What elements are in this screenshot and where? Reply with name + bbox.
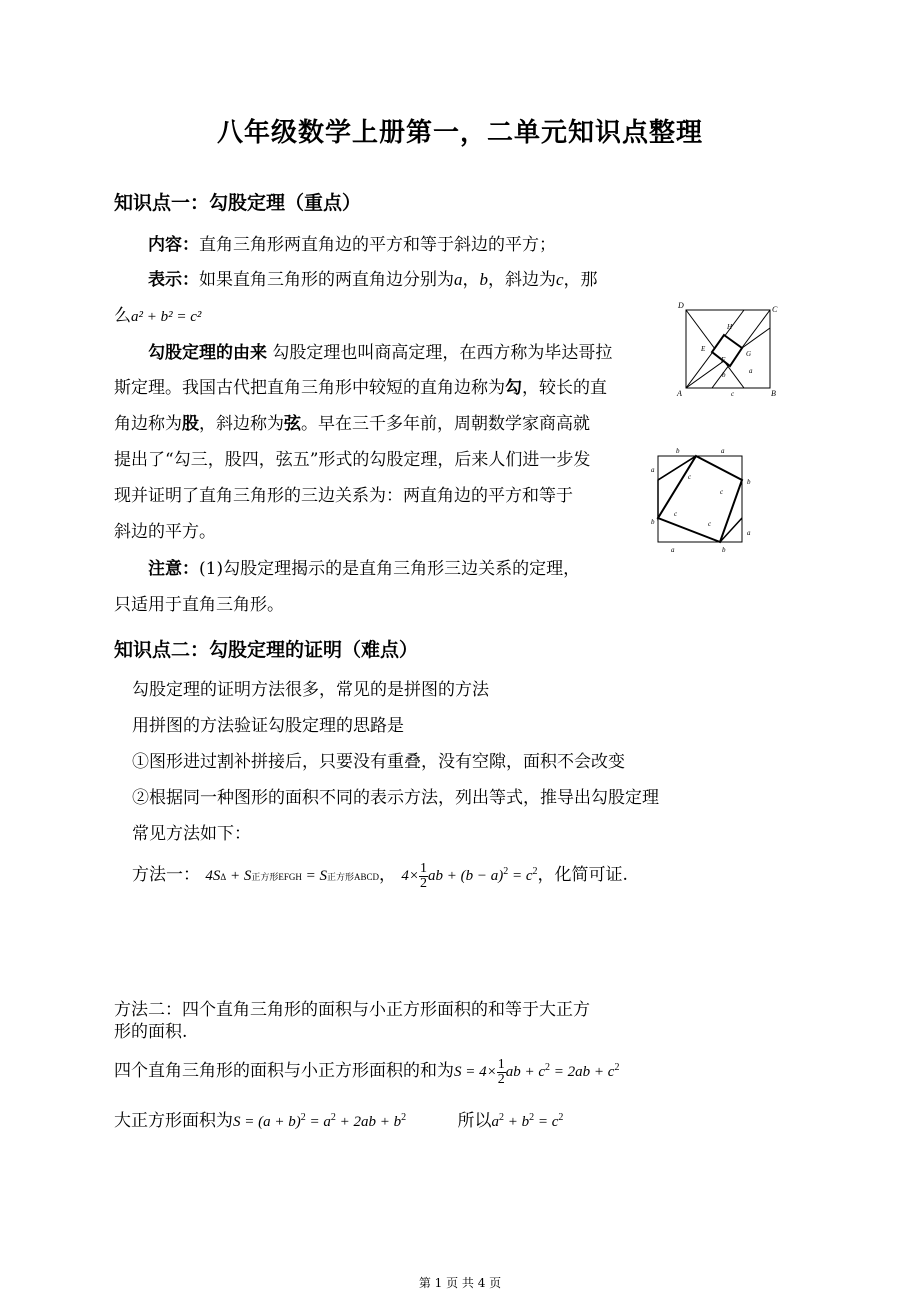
section2-heading: 知识点二：勾股定理的证明（难点）	[114, 639, 419, 661]
label-D: D	[678, 301, 684, 310]
method2-conclusion: $a^2 + b^2 = c^2$	[491, 1112, 564, 1130]
method2-equation-1: S = 4× $\frac{1}{2}$ ab + $c^2 = 2ab + c^2$	[454, 1057, 620, 1088]
origin-text-3b: ，斜边称为	[199, 414, 284, 434]
proof-line-4: ②根据同一种图形的面积不同的表示方法，列出等式，推导出勾股定理	[132, 788, 659, 808]
sub-big-square: 正方形ABCD	[326, 872, 379, 882]
origin-text-1: 勾股定理也叫商高定理，在西方称为毕达哥拉	[272, 343, 613, 363]
expr-text-4: 么	[114, 306, 131, 326]
label-c: c	[731, 390, 735, 398]
term-gou: 勾	[505, 378, 522, 398]
proof-line-2: 用拼图的方法验证勾股定理的思路是	[132, 716, 404, 736]
origin-text-2a: 斯定理。我国古代把直角三角形中较短的直角边称为	[114, 378, 505, 398]
label-H: H	[727, 323, 733, 331]
fig2-label-left-b: b	[651, 518, 655, 526]
origin-line-3	[114, 414, 590, 434]
origin-line-5: 现并证明了直角三角形的三边关系为：两直角边的平方和等于	[114, 486, 573, 506]
expr-line: 表示：如果直角三角形的两直角边分别为a，b，斜边为c，那	[148, 270, 598, 290]
content-label: 内容：	[148, 235, 199, 255]
method2-therefore: 所以	[457, 1111, 492, 1131]
label-b: b	[722, 371, 726, 379]
fig2-label-top-b: b	[676, 447, 680, 455]
origin-line-4: 提出了“勾三，股四，弦五”形式的勾股定理，后来人们进一步发	[114, 450, 591, 470]
note-line-1	[148, 559, 580, 579]
note-line-2: 只适用于直角三角形。	[114, 595, 284, 615]
figure-tilted-square	[646, 444, 758, 556]
label-C: C	[772, 305, 778, 314]
fig2-label-right-a: a	[747, 529, 751, 537]
var-b: b	[479, 270, 488, 289]
fig2-label-c2: c	[720, 488, 724, 496]
origin-text-3a: 角边称为	[114, 414, 182, 434]
sub-small-square: 正方形EFGH	[251, 872, 302, 882]
fig2-label-right-b: b	[747, 478, 751, 486]
method1-equation-2: 4× $\frac{1}{2}$ ab + $(b - a)^2 = c^2$	[401, 861, 538, 892]
label-a: a	[749, 367, 753, 375]
origin-label: 勾股定理的由来	[148, 343, 267, 363]
fig2-label-bottom-b: b	[722, 546, 726, 554]
fig2-label-c4: c	[708, 520, 712, 528]
proof-line-1: 勾股定理的证明方法很多，常见的是拼图的方法	[132, 680, 489, 700]
fig2-label-top-a: a	[721, 447, 725, 455]
term-gu: 股	[182, 414, 199, 434]
section1-heading: 知识点一：勾股定理（重点）	[114, 192, 362, 214]
label-G: G	[746, 350, 752, 358]
method1-tail: ，化简可证.	[537, 865, 628, 885]
method2-line-4	[114, 1108, 563, 1132]
method2-text-3: 四个直角三角形的面积与小正方形面积的和为	[114, 1061, 454, 1081]
expr-text-1: 如果直角三角形的两直角边分别为	[199, 270, 454, 290]
method2-equation-2: $S = (a + b)^2 = a^2 + 2ab + b^2$	[233, 1112, 407, 1130]
var-a: a	[454, 270, 463, 289]
pythagoras-formula: a² + b² = c²	[131, 309, 202, 325]
note-label: 注意：	[148, 559, 199, 579]
proof-line-3: ①图形进过割补拼接后，只要没有重叠，没有空隙，面积不会改变	[132, 752, 625, 772]
var-c: c	[556, 270, 564, 289]
method1-equation-1: 4SΔ + S正方形EFGH = S正方形ABCD	[205, 868, 379, 884]
origin-text-2b: ，较长的直	[522, 378, 607, 398]
origin-line-6: 斜边的平方。	[114, 522, 216, 542]
figure-square-abcd	[674, 298, 784, 400]
fig2-label-left-a: a	[651, 466, 655, 474]
proof-line-5: 常见方法如下：	[132, 824, 251, 844]
expr-label: 表示：	[148, 270, 199, 290]
formula-line	[114, 306, 201, 327]
label-B: B	[771, 389, 776, 398]
note-text-1: (1)勾股定理揭示的是直角三角形三边关系的定理，	[199, 559, 581, 579]
fig2-label-c1: c	[688, 473, 692, 481]
expr-text-3: ，那	[563, 270, 598, 290]
origin-line-2	[114, 378, 607, 398]
fig2-label-c3: c	[674, 510, 678, 518]
origin-line-1	[148, 343, 612, 363]
method1-label: 方法一：	[132, 865, 200, 885]
label-F: F	[721, 356, 726, 364]
page-title: 八年级数学上册第一，二单元知识点整理	[216, 118, 703, 148]
origin-text-3c: 。早在三千多年前，周朝数学家商高就	[301, 414, 590, 434]
term-xian: 弦	[284, 414, 301, 434]
content-text: 直角三角形两直角边的平方和等于斜边的平方；	[199, 235, 556, 255]
expr-text-2: ，斜边为	[488, 270, 556, 290]
content-line	[148, 235, 556, 255]
fig2-label-bottom-a: a	[671, 546, 675, 554]
label-E: E	[701, 345, 706, 353]
page-footer: 第 1 页 共 4 页	[418, 1276, 502, 1290]
method2-line-1: 方法二：四个直角三角形的面积与小正方形面积的和等于大正方	[114, 1000, 590, 1020]
label-A: A	[677, 389, 682, 398]
sub-triangle: Δ	[220, 872, 227, 882]
method2-text-4: 大正方形面积为	[114, 1111, 233, 1131]
method2-line-2: 形的面积.	[114, 1022, 188, 1042]
method1-line: 方法一： 4SΔ + S正方形EFGH = S正方形ABCD， 4× $\frac{1}{2}$ ab + $(b - a)^2 = c^2$，化简可证.	[132, 861, 628, 892]
method2-line-3	[114, 1058, 619, 1087]
